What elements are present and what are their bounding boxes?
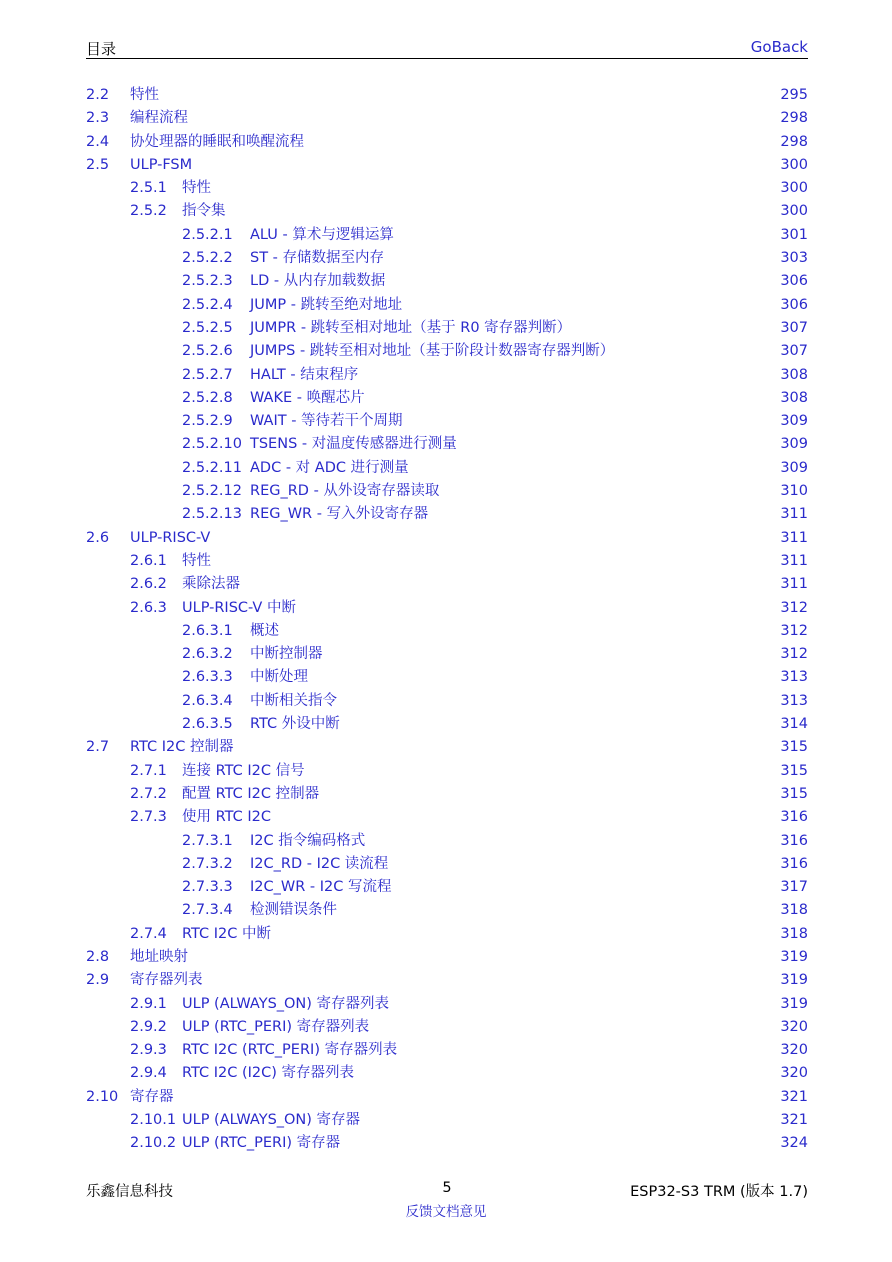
toc-entry[interactable] xyxy=(86,131,808,154)
toc-entry-number: 2.6.3.1 xyxy=(182,622,233,639)
toc-entry-title: 乘除法器 xyxy=(182,576,240,593)
toc-entry-number: 2.9 xyxy=(86,972,110,989)
toc-entry-page: 309 xyxy=(780,413,808,430)
toc-entry-number: 2.6.3.3 xyxy=(182,669,233,686)
toc-entry-number: 2.6.3 xyxy=(130,599,167,616)
toc-entry-page: 306 xyxy=(780,273,808,290)
toc-entry-title: 配置 RTC I2C 控制器 xyxy=(182,785,320,802)
toc-entry-number: 2.5 xyxy=(86,156,110,173)
toc-entry[interactable] xyxy=(86,876,808,899)
toc-entry-page: 320 xyxy=(780,1018,808,1035)
toc-entry-title: ULP (RTC_PERI) 寄存器 xyxy=(182,1135,341,1152)
toc-entry-number: 2.10.2 xyxy=(130,1135,177,1152)
toc-entry-title: ST - 存储数据至内存 xyxy=(250,250,385,267)
toc-entry-number: 2.9.2 xyxy=(130,1018,167,1035)
toc-entry[interactable] xyxy=(86,550,808,573)
feedback-link[interactable]: 反馈文档意见 xyxy=(405,1204,487,1220)
toc-entry-page: 313 xyxy=(780,692,808,709)
toc-entry-number: 2.5.1 xyxy=(130,180,167,197)
toc-entry[interactable] xyxy=(86,690,808,713)
toc-entry-page: 312 xyxy=(780,599,808,616)
toc-entry-page: 313 xyxy=(780,669,808,686)
toc-entry[interactable] xyxy=(86,503,808,526)
footer-company: 乐鑫信息科技 xyxy=(86,1184,173,1200)
toc-entry-title: REG_WR - 写入外设寄存器 xyxy=(250,506,429,523)
toc-entry[interactable] xyxy=(86,666,808,689)
toc-entry-title: 中断相关指令 xyxy=(250,692,337,709)
toc-entry-title: ULP-FSM xyxy=(130,156,193,173)
toc-entry-title: 寄存器列表 xyxy=(130,972,203,989)
toc-entry-page: 311 xyxy=(780,576,808,593)
toc-entry-page: 307 xyxy=(780,319,808,336)
header-title: 目录 xyxy=(86,40,117,58)
toc-entry-title: 寄存器 xyxy=(130,1088,174,1105)
toc-entry[interactable] xyxy=(86,457,808,480)
toc-entry-page: 311 xyxy=(780,506,808,523)
toc-entry-title: ALU - 算术与逻辑运算 xyxy=(250,226,394,243)
toc-entry-number: 2.7.3.4 xyxy=(182,902,233,919)
toc-entry-page: 308 xyxy=(780,389,808,406)
toc-entry-title: 特性 xyxy=(130,87,159,103)
toc-entry-number: 2.10.1 xyxy=(130,1112,177,1129)
toc-entry-number: 2.8 xyxy=(86,948,110,965)
toc-entry-page: 320 xyxy=(780,1042,808,1059)
toc-entry-number: 2.7 xyxy=(86,739,110,756)
toc-entry-number: 2.5.2.8 xyxy=(182,389,233,406)
toc-entry-number: 2.7.4 xyxy=(130,925,167,942)
toc-entry[interactable] xyxy=(86,387,808,410)
toc-entry-page: 300 xyxy=(780,156,808,173)
toc-entry-title: 特性 xyxy=(182,552,211,569)
toc-entry-number: 2.7.2 xyxy=(130,785,167,802)
toc-entry[interactable] xyxy=(86,433,808,456)
page-footer xyxy=(86,1180,808,1200)
toc-entry-number: 2.10 xyxy=(86,1088,119,1105)
toc-entry-number: 2.5.2.1 xyxy=(182,226,233,243)
toc-entry[interactable] xyxy=(86,270,808,293)
toc-entry-title: WAKE - 唤醒芯片 xyxy=(250,389,365,406)
toc-entry-title: ULP (RTC_PERI) 寄存器列表 xyxy=(182,1018,370,1035)
toc-entry-title: ULP-RISC-V xyxy=(130,529,211,546)
toc-entry-title: 中断处理 xyxy=(250,669,308,686)
toc-entry[interactable] xyxy=(86,200,808,223)
toc-entry-number: 2.7.3.2 xyxy=(182,855,233,872)
toc-entry-page: 308 xyxy=(780,366,808,383)
toc-entry-title: RTC 外设中断 xyxy=(250,716,340,733)
toc-entry[interactable] xyxy=(86,154,808,177)
toc-entry-number: 2.5.2.9 xyxy=(182,413,233,430)
toc-entry-title: JUMPR - 跳转至相对地址（基于 R0 寄存器判断） xyxy=(250,319,572,336)
toc-entry[interactable] xyxy=(86,224,808,247)
toc-entry-page: 307 xyxy=(780,343,808,360)
toc-entry-title: 指令集 xyxy=(182,203,226,220)
toc-entry-number: 2.7.3.3 xyxy=(182,879,233,896)
table-of-contents xyxy=(86,84,808,1156)
toc-entry-number: 2.5.2.11 xyxy=(182,459,242,476)
toc-entry-title: 协处理器的睡眠和唤醒流程 xyxy=(130,133,304,150)
toc-entry-page: 315 xyxy=(780,762,808,779)
toc-entry[interactable] xyxy=(86,760,808,783)
toc-entry-page: 321 xyxy=(780,1088,808,1105)
toc-entry-page: 315 xyxy=(780,739,808,756)
toc-entry-title: 地址映射 xyxy=(130,948,188,965)
toc-entry-page: 319 xyxy=(780,995,808,1012)
toc-entry-page: 309 xyxy=(780,459,808,476)
toc-entry-title: RTC I2C 控制器 xyxy=(130,739,234,756)
toc-entry-title: ADC - 对 ADC 进行测量 xyxy=(250,459,409,476)
toc-entry[interactable] xyxy=(86,1016,808,1039)
toc-entry-page: 312 xyxy=(780,622,808,639)
goback-link[interactable]: GoBack xyxy=(750,38,808,56)
toc-entry-page: 318 xyxy=(780,925,808,942)
toc-entry[interactable] xyxy=(86,853,808,876)
toc-entry-page: 312 xyxy=(780,646,808,663)
toc-entry-title: 中断控制器 xyxy=(250,646,323,663)
toc-entry-page: 311 xyxy=(780,529,808,546)
toc-entry-page: 306 xyxy=(780,296,808,313)
toc-entry[interactable] xyxy=(86,107,808,130)
toc-entry[interactable] xyxy=(86,1086,808,1109)
toc-entry-title: 概述 xyxy=(250,622,279,639)
toc-entry-number: 2.5.2.6 xyxy=(182,343,233,360)
toc-entry-title: 特性 xyxy=(182,180,211,197)
toc-entry[interactable] xyxy=(86,1109,808,1132)
toc-entry-number: 2.6.3.4 xyxy=(182,692,233,709)
toc-entry[interactable] xyxy=(86,177,808,200)
toc-entry[interactable] xyxy=(86,527,808,550)
toc-entry-page: 309 xyxy=(780,436,808,453)
toc-entry[interactable] xyxy=(86,364,808,387)
feedback-container xyxy=(0,1200,892,1220)
toc-entry-number: 2.7.3.1 xyxy=(182,832,233,849)
toc-entry-page: 316 xyxy=(780,832,808,849)
toc-entry-number: 2.5.2.10 xyxy=(182,436,242,453)
toc-entry[interactable] xyxy=(86,1132,808,1155)
toc-entry[interactable] xyxy=(86,247,808,270)
toc-entry-title: I2C_WR - I2C 写流程 xyxy=(250,879,392,896)
toc-entry-title: LD - 从内存加载数据 xyxy=(250,273,386,290)
toc-entry-title: 使用 RTC I2C xyxy=(182,809,271,826)
toc-entry-title: 连接 RTC I2C 信号 xyxy=(182,762,305,779)
toc-entry-page: 298 xyxy=(780,133,808,150)
toc-entry-page: 310 xyxy=(780,483,808,500)
toc-entry[interactable] xyxy=(86,597,808,620)
toc-entry-number: 2.6 xyxy=(86,529,110,546)
toc-entry-title: RTC I2C (I2C) 寄存器列表 xyxy=(182,1065,355,1082)
toc-entry-page: 319 xyxy=(780,948,808,965)
toc-entry-title: WAIT - 等待若干个周期 xyxy=(250,413,403,430)
toc-entry-number: 2.7.3 xyxy=(130,809,167,826)
toc-entry-page: 298 xyxy=(780,110,808,127)
toc-entry-title: ULP (ALWAYS_ON) 寄存器列表 xyxy=(182,995,390,1012)
toc-entry-page: 319 xyxy=(780,972,808,989)
toc-entry[interactable] xyxy=(86,410,808,433)
toc-entry[interactable] xyxy=(86,736,808,759)
toc-entry-title: 编程流程 xyxy=(130,110,188,127)
toc-entry-title: TSENS - 对温度传感器进行测量 xyxy=(250,436,457,453)
toc-entry-number: 2.5.2.4 xyxy=(182,296,233,313)
toc-entry[interactable] xyxy=(86,294,808,317)
toc-entry-page: 316 xyxy=(780,855,808,872)
toc-entry-title: RTC I2C (RTC_PERI) 寄存器列表 xyxy=(182,1042,398,1059)
toc-entry-number: 2.9.1 xyxy=(130,995,167,1012)
toc-entry-title: I2C_RD - I2C 读流程 xyxy=(250,855,389,872)
toc-entry-page: 318 xyxy=(780,902,808,919)
toc-entry-page: 324 xyxy=(780,1135,808,1152)
toc-entry[interactable] xyxy=(86,620,808,643)
footer-doc-title: ESP32-S3 TRM (版本 1.7) xyxy=(630,1184,808,1200)
toc-entry-number: 2.6.3.2 xyxy=(182,646,233,663)
toc-entry-number: 2.6.1 xyxy=(130,552,167,569)
toc-entry-title: RTC I2C 中断 xyxy=(182,925,271,942)
toc-entry-page: 311 xyxy=(780,552,808,569)
toc-entry-page: 321 xyxy=(780,1112,808,1129)
toc-entry-page: 301 xyxy=(780,226,808,243)
toc-entry[interactable] xyxy=(86,643,808,666)
toc-entry-title: JUMPS - 跳转至相对地址（基于阶段计数器寄存器判断） xyxy=(250,343,615,360)
toc-entry-number: 2.5.2.12 xyxy=(182,483,242,500)
toc-entry-number: 2.5.2.5 xyxy=(182,319,233,336)
toc-entry-number: 2.2 xyxy=(86,87,110,103)
toc-entry-page: 316 xyxy=(780,809,808,826)
toc-entry-title: JUMP - 跳转至绝对地址 xyxy=(250,296,403,313)
toc-entry[interactable] xyxy=(86,830,808,853)
toc-entry[interactable] xyxy=(86,480,808,503)
toc-entry-title: REG_RD - 从外设寄存器读取 xyxy=(250,483,440,500)
toc-entry[interactable] xyxy=(86,783,808,806)
toc-entry-page: 303 xyxy=(780,250,808,267)
toc-entry[interactable] xyxy=(86,899,808,922)
toc-entry-title: 检测错误条件 xyxy=(250,902,337,919)
toc-entry-page: 300 xyxy=(780,180,808,197)
footer-page-number: 5 xyxy=(442,1180,452,1196)
toc-entry-title: I2C 指令编码格式 xyxy=(250,832,366,849)
toc-entry[interactable] xyxy=(86,969,808,992)
toc-entry-number: 2.7.1 xyxy=(130,762,167,779)
toc-entry-number: 2.5.2 xyxy=(130,203,167,220)
toc-entry[interactable] xyxy=(86,806,808,829)
toc-entry-number: 2.5.2.3 xyxy=(182,273,233,290)
toc-entry[interactable] xyxy=(86,1062,808,1085)
toc-entry-number: 2.9.4 xyxy=(130,1065,167,1082)
toc-entry-page: 314 xyxy=(780,716,808,733)
toc-entry[interactable] xyxy=(86,713,808,736)
toc-entry[interactable] xyxy=(86,1039,808,1062)
toc-entry-number: 2.5.2.7 xyxy=(182,366,233,383)
toc-entry-number: 2.5.2.2 xyxy=(182,250,233,267)
toc-entry-number: 2.4 xyxy=(86,133,110,150)
toc-entry-number: 2.6.3.5 xyxy=(182,716,233,733)
toc-entry-number: 2.6.2 xyxy=(130,576,167,593)
toc-entry[interactable] xyxy=(86,84,808,107)
toc-entry-title: HALT - 结束程序 xyxy=(250,366,359,383)
page-header xyxy=(86,36,808,59)
toc-entry-number: 2.5.2.13 xyxy=(182,506,242,523)
toc-entry-number: 2.9.3 xyxy=(130,1042,167,1059)
toc-entry[interactable] xyxy=(86,923,808,946)
toc-entry-page: 317 xyxy=(780,879,808,896)
toc-entry[interactable] xyxy=(86,317,808,340)
toc-entry[interactable] xyxy=(86,573,808,596)
toc-entry[interactable] xyxy=(86,946,808,969)
toc-entry[interactable] xyxy=(86,993,808,1016)
toc-entry-page: 295 xyxy=(780,87,808,103)
toc-entry-page: 300 xyxy=(780,203,808,220)
toc-entry-page: 320 xyxy=(780,1065,808,1082)
toc-entry-title: ULP-RISC-V 中断 xyxy=(182,599,296,616)
toc-entry-page: 315 xyxy=(780,785,808,802)
toc-entry[interactable] xyxy=(86,340,808,363)
toc-entry-number: 2.3 xyxy=(86,110,110,127)
toc-entry-title: ULP (ALWAYS_ON) 寄存器 xyxy=(182,1112,361,1129)
